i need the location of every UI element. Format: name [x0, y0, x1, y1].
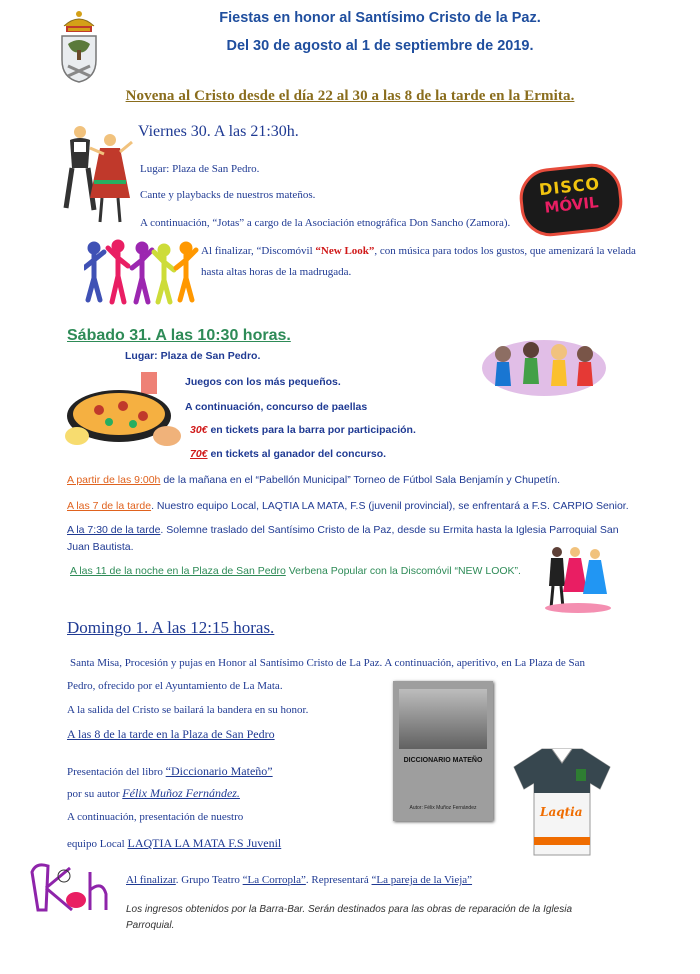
domingo-teatro-name: “La Corropla” [242, 874, 306, 886]
footer-line2: Parroquial. [126, 920, 175, 931]
team-shirt-image [512, 745, 612, 857]
viernes-final-post: , con música para todos los gustos, que amenizará la velada [374, 245, 636, 257]
shirt-brand-label: Laqtia [540, 805, 583, 819]
domingo-misa-line1: Santa Misa, Procesión y pujas en Honor al Santísimo Cristo de La Paz. A continuación, aperitivo, en La Plaza de San [70, 657, 586, 669]
domingo-autor-name: Félix Muñoz Fernández. [122, 786, 240, 800]
domingo-libro-name: “Diccionario Mateño” [165, 764, 273, 778]
header-line-1: Fiestas en honor al Santísimo Cristo de la Paz. [219, 10, 541, 26]
viernes-lugar: Lugar: Plaza de San Pedro. [140, 163, 260, 175]
viernes-final-line2: hasta altas horas de la madrugada. [201, 266, 352, 278]
domingo-represent: . Representará [305, 874, 372, 886]
sabado-juegos: Juegos con los más pequeños. [185, 376, 341, 388]
sabado-traslado-text: . Solemne traslado del Santísimo Cristo de la Paz, desde su Ermita hasta la Iglesia Parroquial San [160, 524, 619, 536]
domingo-autor [67, 786, 240, 801]
sabado-title [67, 327, 291, 345]
sabado-title-day: Sábado 31. [67, 327, 152, 344]
domingo-equipo-name: LAQTIA LA MATA F.S Juvenil [127, 836, 282, 850]
domingo-misa-line2: Pedro, ofrecido por el Ayuntamiento de La Mata. [67, 680, 283, 692]
sabado-price1: 30€ [190, 424, 208, 436]
sabado-price2-text: en tickets al ganador del concurso. [207, 448, 387, 460]
domingo-libro-pre: Presentación del libro [67, 766, 166, 778]
domingo-title: Domingo 1. A las 12:15 horas. [67, 618, 275, 637]
sabado-traslado-line2: Juan Bautista. [67, 541, 134, 553]
domingo-finalizar [126, 874, 472, 886]
disco-logo-line2: MÓVIL [543, 193, 600, 217]
domingo-finalizar-text: . Grupo Teatro [175, 874, 243, 886]
sabado-partido-text: . Nuestro equipo Local, LAQTIA LA MATA, F.S (juvenil provincial), se enfrentará a F.S. CARPIO Senior. [151, 500, 629, 512]
sabado-paellas: A continuación, concurso de paellas [185, 401, 368, 413]
domingo-continuacion: A continuación, presentación de nuestro [67, 811, 244, 823]
book-photo [399, 689, 487, 749]
sabado-price1-line [190, 424, 416, 436]
domingo-bandera: A la salida del Cristo se bailará la bandera en su honor. [67, 704, 309, 716]
header-line-2: Del 30 de agosto al 1 de septiembre de 2019. [226, 38, 534, 54]
sabado-partido-time: A las 7 de la tarde [67, 500, 152, 512]
viernes-title: Viernes 30. A las 21:30h. [138, 123, 299, 140]
theater-group-logo [26, 860, 112, 916]
book-title: DICCIONARIO MATEÑO [403, 757, 483, 764]
domingo-obra: “La pareja de la Vieja” [371, 874, 473, 886]
sabado-futbol-time: A partir de las 9:00h [67, 474, 161, 486]
dancing-couples-illustration [543, 542, 613, 614]
dancing-silhouettes-illustration [84, 238, 200, 308]
sabado-verbena-time: A las 11 de la noche en la Plaza de San Pedro [70, 565, 286, 577]
sabado-partido [67, 500, 629, 512]
footer-line1: Los ingresos obtenidos por la Barra-Bar. Serán destinados para las obras de reparación de la Iglesia [126, 904, 573, 915]
dancers-illustration [60, 118, 136, 228]
kids-playing-illustration [481, 330, 607, 400]
sabado-price2: 70€ [190, 448, 208, 460]
domingo-equipo-pre: equipo Local [67, 838, 128, 850]
sabado-traslado [67, 524, 647, 536]
sabado-verbena [70, 565, 521, 577]
viernes-final-name: “New Look” [315, 245, 375, 257]
sabado-price1-text: en tickets para la barra por participación. [207, 424, 416, 436]
novena-notice: Novena al Cristo desde el día 22 al 30 a las 8 de la tarde en la Ermita. [125, 88, 575, 104]
viernes-jotas: A continuación, “Jotas” a cargo de la Asociación etnográfica Don Sancho (Zamora). [140, 217, 511, 229]
sabado-futbol-text: de la mañana en el “Pabellón Municipal” Torneo de Fútbol Sala Benjamín y Chupetín. [160, 474, 561, 486]
disco-logo-line1: DISCO [538, 173, 601, 200]
coat-of-arms-icon [56, 8, 102, 84]
sabado-traslado-time: A la 7:30 de la tarde [67, 524, 161, 536]
sabado-price2-line [190, 448, 386, 460]
sabado-lugar: Lugar: Plaza de San Pedro. [125, 350, 261, 362]
viernes-final [201, 245, 641, 257]
domingo-tarde: A las 8 de la tarde en la Plaza de San Pedro [67, 727, 275, 741]
sabado-futbol [67, 474, 560, 486]
book-cover-image [393, 681, 493, 821]
viernes-final-pre: Al finalizar, “Discomóvil [201, 245, 316, 257]
domingo-autor-pre: por su autor [67, 788, 123, 800]
viernes-cante: Cante y playbacks de nuestros mateños. [140, 189, 316, 201]
disco-movil-logo [517, 161, 626, 239]
sabado-title-time: A las 10:30 horas. [151, 327, 291, 344]
domingo-equipo [67, 836, 281, 851]
paella-illustration [63, 370, 185, 452]
sabado-verbena-text: Verbena Popular con la Discomóvil “NEW LOOK”. [285, 565, 521, 577]
domingo-libro [67, 764, 273, 779]
book-author: Autor: Félix Muñoz Fernández [409, 805, 477, 811]
domingo-finalizar-pre: Al finalizar [126, 874, 176, 886]
